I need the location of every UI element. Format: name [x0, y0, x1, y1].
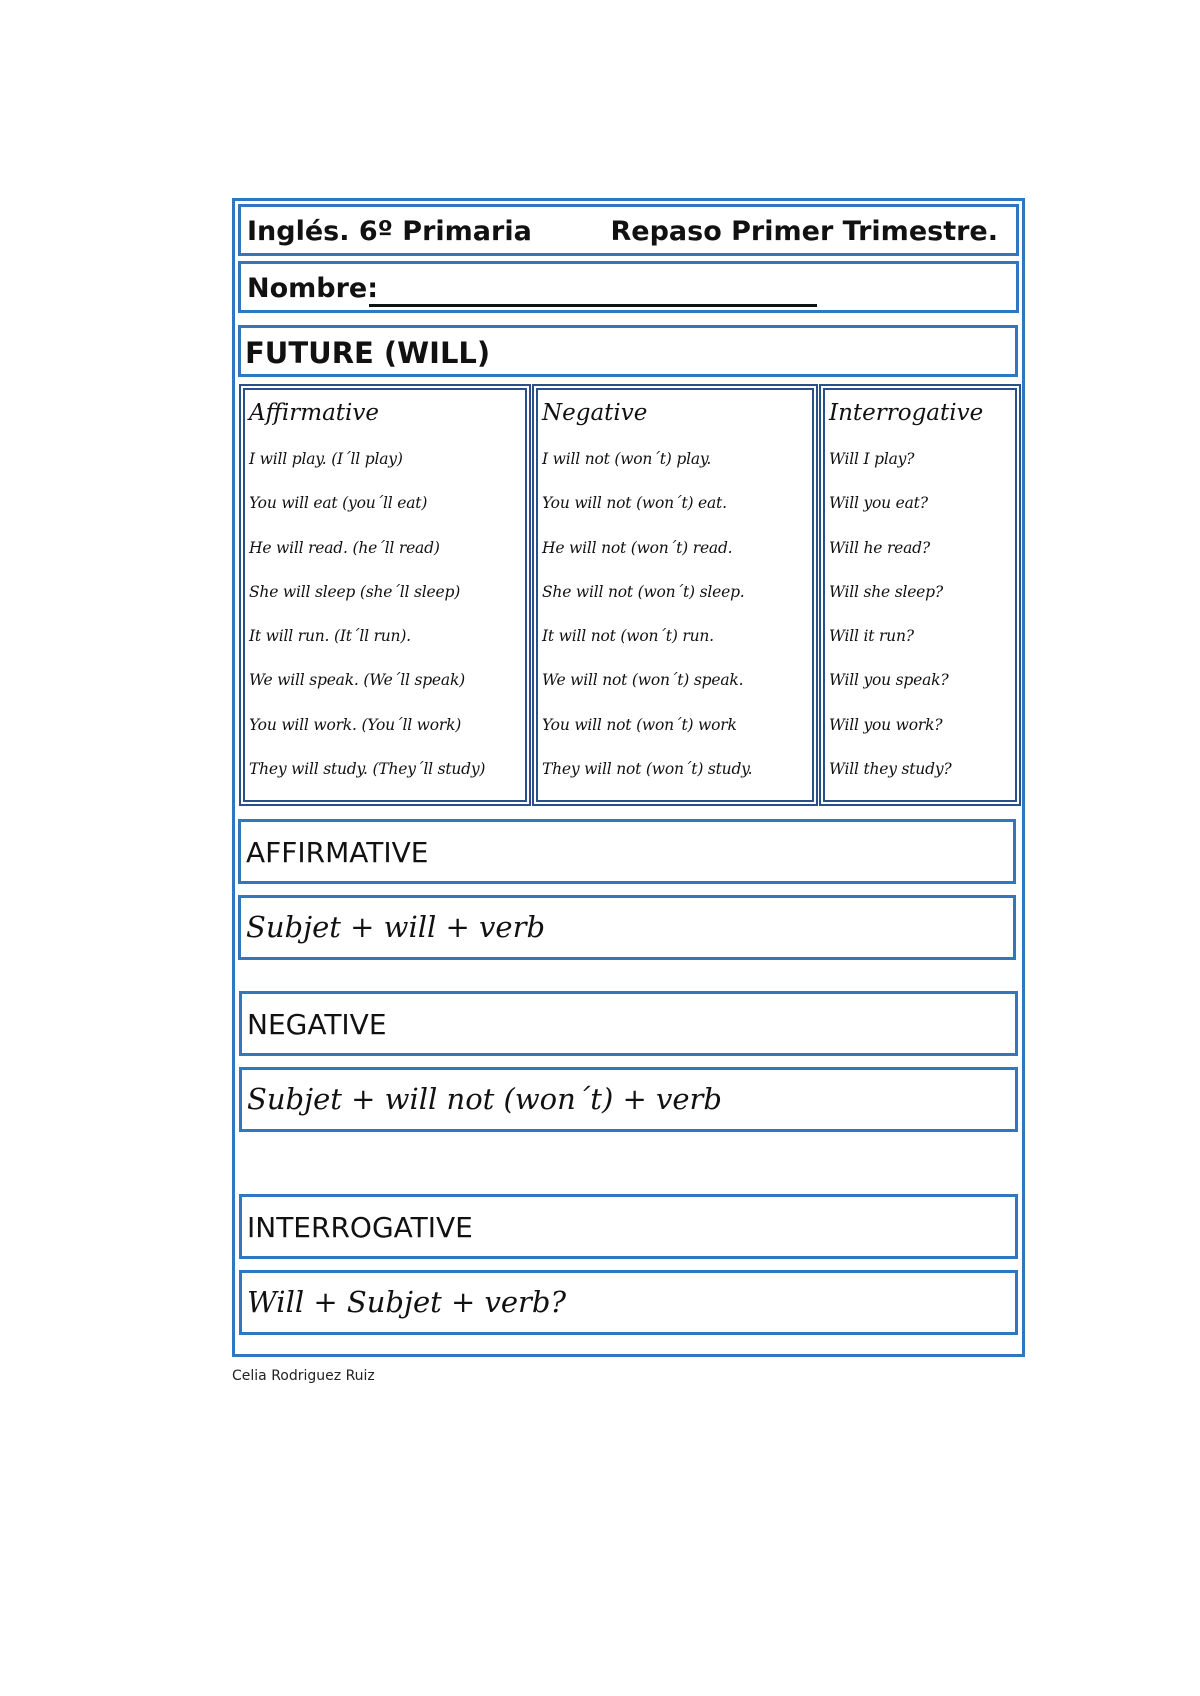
- negative-formula: Subjet + will not (won´t) + verb: [247, 1082, 722, 1116]
- list-item: They will study. (They´ll study): [249, 760, 486, 779]
- affirmative-label: AFFIRMATIVE: [246, 836, 429, 869]
- negative-heading: Negative: [542, 400, 648, 426]
- interrogative-column: [819, 384, 1021, 806]
- list-item: Will you speak?: [829, 671, 949, 690]
- list-item: You will work. (You´ll work): [249, 715, 462, 734]
- section-title: FUTURE (WILL): [245, 336, 491, 370]
- section-title-row: [238, 325, 1018, 377]
- name-label: Nombre:: [247, 273, 379, 304]
- interrogative-heading: Interrogative: [829, 400, 984, 426]
- list-item: It will run. (It´ll run).: [249, 627, 411, 646]
- title-row: [238, 204, 1019, 256]
- list-item: Will he read?: [829, 538, 930, 557]
- negative-column: [532, 384, 818, 806]
- conjugation-table: [239, 384, 1023, 806]
- list-item: Will I play?: [829, 450, 915, 468]
- affirmative-formula-box: [238, 895, 1016, 960]
- review-title: Repaso Primer Trimestre.: [610, 216, 998, 247]
- list-item: You will not (won´t) eat.: [542, 494, 727, 513]
- affirmative-formula: Subjet + will + verb: [246, 910, 546, 944]
- author-credit: Celia Rodriguez Ruiz: [232, 1368, 375, 1384]
- name-row: [238, 261, 1019, 313]
- worksheet: [232, 198, 1025, 1357]
- list-item: Will it run?: [829, 627, 914, 646]
- affirmative-label-box: [238, 819, 1016, 884]
- list-item: Will you eat?: [829, 494, 928, 513]
- list-item: They will not (won´t) study.: [542, 760, 753, 779]
- list-item: Will you work?: [829, 715, 943, 734]
- interrogative-label-box: [239, 1194, 1018, 1259]
- list-item: He will not (won´t) read.: [542, 538, 733, 557]
- list-item: Will she sleep?: [829, 582, 943, 601]
- affirmative-list: [249, 450, 523, 804]
- list-item: We will not (won´t) speak.: [542, 671, 744, 690]
- list-item: I will play. (I´ll play): [249, 450, 403, 468]
- list-item: He will read. (he´ll read): [249, 538, 440, 557]
- interrogative-label: INTERROGATIVE: [247, 1211, 473, 1244]
- list-item: She will sleep (she´ll sleep): [249, 582, 461, 601]
- interrogative-formula-box: [239, 1270, 1018, 1335]
- name-input-line[interactable]: [369, 304, 817, 307]
- affirmative-column: [239, 384, 531, 806]
- interrogative-formula: Will + Subjet + verb?: [247, 1285, 567, 1319]
- affirmative-heading: Affirmative: [249, 400, 379, 426]
- negative-formula-box: [239, 1067, 1018, 1132]
- negative-label-box: [239, 991, 1018, 1056]
- list-item: We will speak. (We´ll speak): [249, 671, 465, 690]
- list-item: Will they study?: [829, 760, 952, 779]
- list-item: I will not (won´t) play.: [542, 450, 712, 468]
- list-item: You will not (won´t) work: [542, 715, 737, 734]
- interrogative-list: [829, 450, 1013, 804]
- negative-label: NEGATIVE: [247, 1008, 387, 1041]
- negative-list: [542, 450, 810, 804]
- course-title: Inglés. 6º Primaria: [247, 216, 532, 247]
- list-item: You will eat (you´ll eat): [249, 494, 428, 513]
- list-item: She will not (won´t) sleep.: [542, 582, 745, 601]
- list-item: It will not (won´t) run.: [542, 627, 714, 646]
